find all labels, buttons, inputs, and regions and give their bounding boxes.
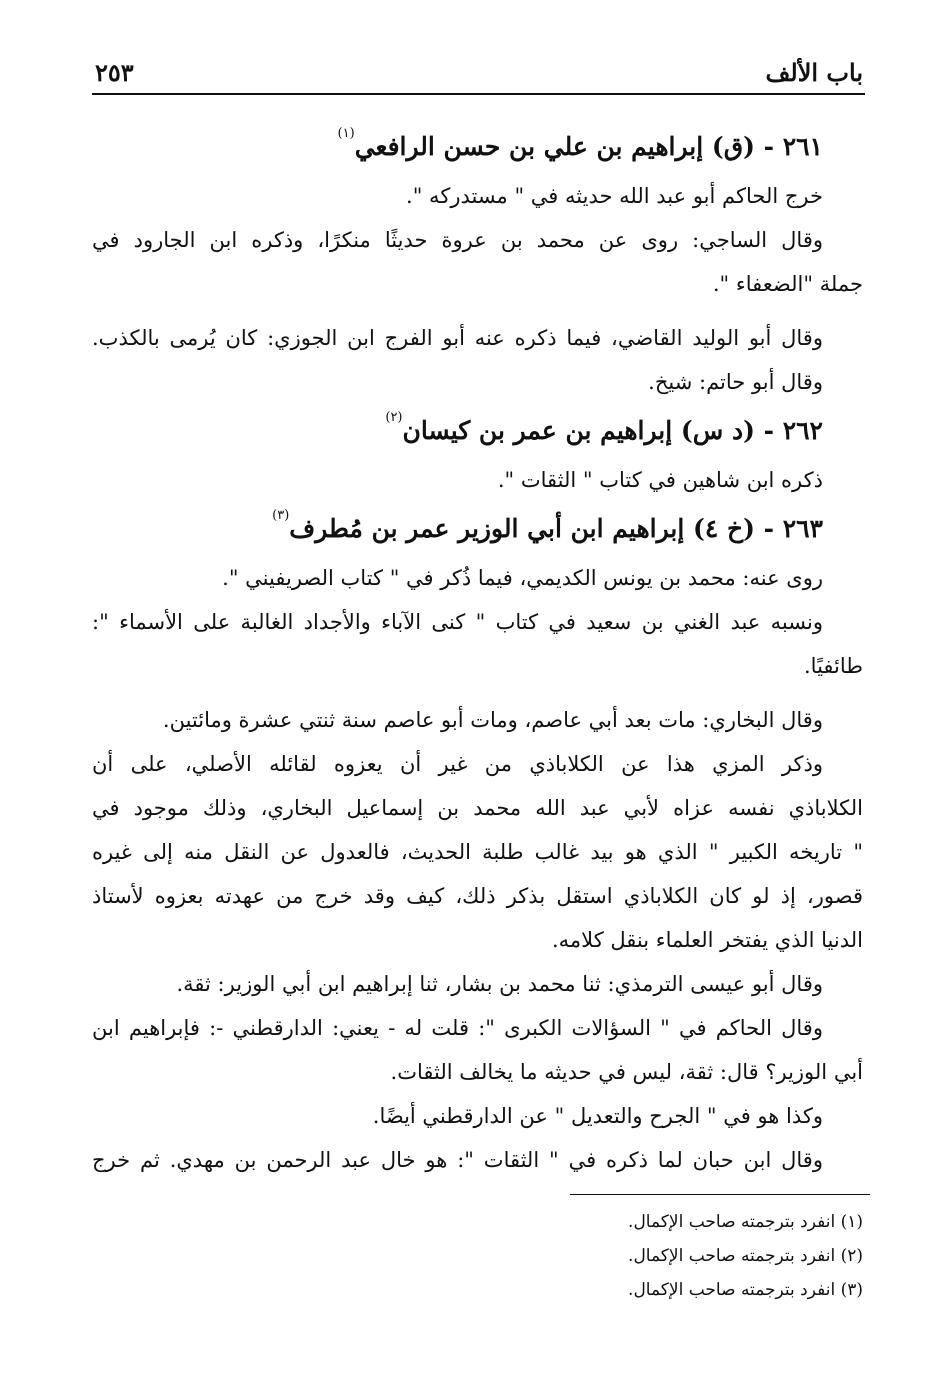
text-line: الكلاباذي نفسه عزاه لأبي عبد الله محمد بن إسماعيل البخاري، وذلك موجود في	[92, 796, 863, 820]
entry-heading-261: ٢٦١ - (ق) إبراهيم بن علي بن حسن الرافعي$^{(١)}$	[337, 126, 823, 161]
text-line: ونسبه عبد الغني بن سعيد في كتاب " كنى الآباء والأجداد الغالبة على الأسماء ":	[92, 610, 823, 634]
main-text	[92, 120, 863, 1182]
text-line: وكذا هو في " الجرح والتعديل " عن الدارقطني أيضًا.	[372, 1104, 823, 1128]
text-line: " تاريخه الكبير " الذي هو بيد غالب طلبة الحديث، فالعدول عن النقل منه إلى غيره	[92, 840, 863, 864]
text-line: جملة "الضعفاء ".	[712, 272, 863, 296]
text-line: أبي الوزير؟ قال: ثقة، ليس في حديثه ما يخالف الثقات.	[390, 1060, 863, 1084]
text-line: روى عنه: محمد بن يونس الكديمي، فيما ذُكر في " كتاب الصريفيني ".	[222, 566, 823, 590]
text-line: الدنيا الذي يفتخر العلماء بنقل كلامه.	[551, 928, 863, 952]
text-line: ذكره ابن شاهين في كتاب " الثقات ".	[497, 468, 823, 492]
text-line: وقال أبو عيسى الترمذي: ثنا محمد بن بشار، ثنا إبراهيم ابن أبي الوزير: ثقة.	[176, 972, 823, 996]
running-header	[95, 52, 863, 92]
text-line: وقال البخاري: مات بعد أبي عاصم، ومات أبو عاصم سنة ثنتي عشرة ومائتين.	[162, 708, 823, 732]
footnote-ref-2: (٢)	[385, 410, 403, 425]
text-line: وقال أبو الوليد القاضي، فيما ذكره عنه أبو الفرج ابن الجوزي: كان يُرمى بالكذب.	[92, 326, 823, 350]
text-line: وقال أبو حاتم: شيخ.	[648, 370, 823, 394]
text-line: وقال الساجي: روى عن محمد بن عروة حديثًا منكرًا، وذكره ابن الجارود في	[92, 228, 823, 252]
footnote-3: (٣) انفرد بترجمته صاحب الإكمال.	[628, 1280, 863, 1300]
text-line: وذكر المزي هذا عن الكلاباذي من غير أن يعزوه لقائله الأصلي، على أن	[92, 752, 823, 776]
entry-heading-263: ٢٦٣ - (خ ٤) إبراهيم ابن أبي الوزير عمر بن مُطرف$^{(٣)}$	[272, 508, 823, 543]
footnote-1: (١) انفرد بترجمته صاحب الإكمال.	[628, 1212, 863, 1232]
footnotes	[92, 1205, 863, 1307]
footnote-ref-3: (٣)	[272, 508, 290, 523]
text-line: خرج الحاكم أبو عبد الله حديثه في " مستدركه ".	[406, 184, 823, 208]
footnote-separator	[570, 1194, 870, 1195]
header-rule	[92, 93, 865, 95]
text-line: وقال الحاكم في " السؤالات الكبرى ": قلت له - يعني: الدارقطني -: فإبراهيم ابن	[92, 1016, 823, 1040]
footnote-2: (٢) انفرد بترجمته صاحب الإكمال.	[628, 1246, 863, 1266]
footnote-ref-1: (١)	[337, 126, 355, 141]
text-line: قصور، إذ لو كان الكلاباذي استقل بذكر ذلك، كيف وقد خرج من عهدته بعزوه لأستاذ	[92, 884, 863, 908]
entry-heading-262: ٢٦٢ - (د س) إبراهيم بن عمر بن كيسان$^{(٢)}$	[385, 410, 823, 445]
text-line: وقال ابن حبان لما ذكره في " الثقات ": هو خال عبد الرحمن بن مهدي. ثم خرج	[92, 1148, 823, 1172]
page-number: ٢٥٣	[95, 58, 134, 87]
text-line: طائفيًا.	[804, 654, 863, 678]
chapter-title: باب الألف	[765, 58, 863, 87]
